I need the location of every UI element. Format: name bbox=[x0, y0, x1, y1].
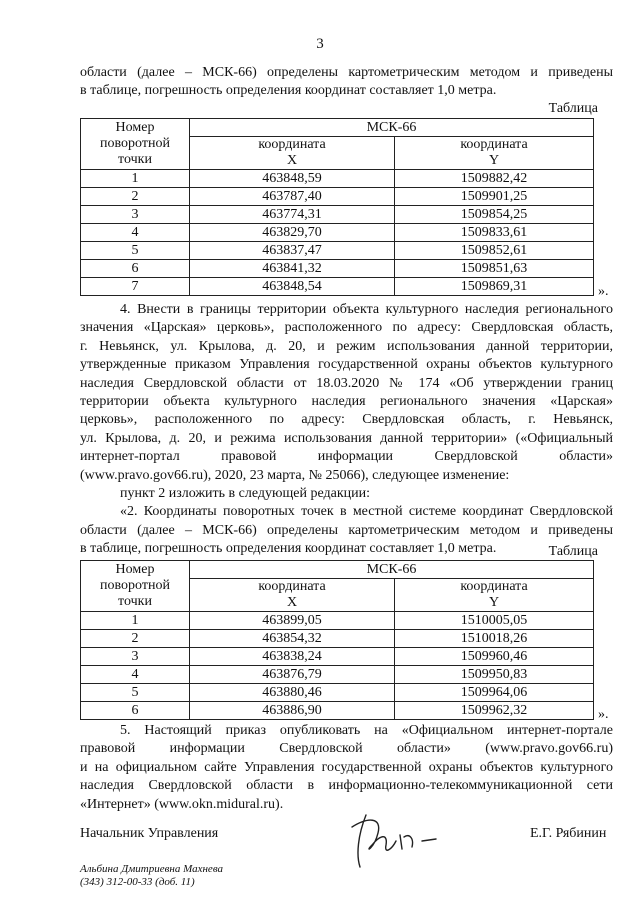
cell-number: 5 bbox=[81, 684, 190, 702]
table-row bbox=[81, 188, 594, 206]
text-line: значения «Царская» церковь», расположенного по адресу: Свердловская область, bbox=[80, 320, 613, 336]
text-line: территории объекта культурного наследия регионального значения «Царская» bbox=[80, 394, 613, 410]
cell-x: 463841,32 bbox=[190, 260, 395, 278]
text-line: наследия Свердловской области от 18.03.2020 № 174 «Об утверждении границ bbox=[80, 375, 613, 391]
cell-x: 463774,31 bbox=[190, 206, 395, 224]
cell-y: 1509960,46 bbox=[395, 648, 594, 666]
cell-y: 1509869,31 bbox=[395, 278, 594, 296]
header-text: поворотной bbox=[100, 578, 170, 593]
text-line: «Интернет» (www.okn.midural.ru). bbox=[80, 796, 284, 812]
column-header-number bbox=[81, 119, 190, 170]
table-row bbox=[81, 260, 594, 278]
text-line: церковь», расположенного по адресу: Свердловская область, г. Невьянск, bbox=[80, 412, 613, 428]
header-text: Номер bbox=[115, 562, 155, 577]
cell-y: 1509851,63 bbox=[395, 260, 594, 278]
column-group-header: МСК-66 bbox=[190, 119, 594, 137]
cell-x: 463829,70 bbox=[190, 224, 395, 242]
cell-x: 463899,05 bbox=[190, 612, 395, 630]
handwritten-signature bbox=[338, 805, 448, 875]
cell-number: 3 bbox=[81, 206, 190, 224]
item-4-paragraph bbox=[80, 301, 613, 559]
text-line: 5. Настоящий приказ опубликовать на «Официальном интернет-портале bbox=[120, 723, 613, 738]
text-line: пункт 2 изложить в следующей редакции: bbox=[120, 486, 370, 502]
text-line: «2. Координаты поворотных точек в местной системе координат Свердловской bbox=[120, 504, 613, 520]
text-line: области (далее – МСК-66) определены картометрическим методом и приведены bbox=[80, 522, 613, 538]
item-5-paragraph bbox=[80, 722, 613, 814]
text-line: правовой информации Свердловской области» (www.pravo.gov66.ru) bbox=[80, 741, 613, 757]
text-line: ул. Крылова, д. 20, и режима использования данной территории» («Официальный bbox=[80, 430, 613, 446]
cell-y: 1509901,25 bbox=[395, 188, 594, 206]
coordinates-table-1 bbox=[80, 118, 594, 296]
cell-x: 463886,90 bbox=[190, 702, 395, 720]
table-row bbox=[81, 224, 594, 242]
table-caption: Таблица bbox=[548, 101, 598, 116]
cell-y: 1509964,06 bbox=[395, 684, 594, 702]
signatory-role: Начальник Управления bbox=[80, 826, 219, 841]
column-header-y bbox=[395, 137, 594, 170]
table-closing-quote: ». bbox=[598, 284, 609, 299]
cell-number: 7 bbox=[81, 278, 190, 296]
cell-y: 1510018,26 bbox=[395, 630, 594, 648]
cell-x: 463854,32 bbox=[190, 630, 395, 648]
text-line: наследия Свердловской области в информационно-телекоммуникационной сети bbox=[80, 778, 613, 794]
header-text: поворотной bbox=[100, 136, 170, 151]
cell-x: 463880,46 bbox=[190, 684, 395, 702]
table-row bbox=[81, 278, 594, 296]
executor-name: Альбина Дмитриевна Махнева bbox=[80, 863, 224, 875]
coordinates-table-2 bbox=[80, 560, 594, 720]
executor-info bbox=[80, 863, 223, 889]
table-row bbox=[81, 648, 594, 666]
intro-paragraph bbox=[80, 64, 613, 101]
cell-x: 463848,59 bbox=[190, 170, 395, 188]
signatory-name: Е.Г. Рябинин bbox=[530, 826, 607, 841]
cell-y: 1509962,32 bbox=[395, 702, 594, 720]
cell-number: 1 bbox=[81, 612, 190, 630]
cell-x: 463787,40 bbox=[190, 188, 395, 206]
cell-number: 2 bbox=[81, 188, 190, 206]
table-row bbox=[81, 170, 594, 188]
table-row bbox=[81, 630, 594, 648]
header-text: координата bbox=[258, 137, 326, 152]
table-row bbox=[81, 666, 594, 684]
table-row bbox=[81, 684, 594, 702]
cell-x: 463876,79 bbox=[190, 666, 395, 684]
cell-x: 463838,24 bbox=[190, 648, 395, 666]
executor-phone: (343) 312-00-33 (доб. 11) bbox=[80, 876, 195, 888]
cell-number: 6 bbox=[81, 702, 190, 720]
column-group-header: МСК-66 bbox=[190, 561, 594, 579]
text-line: области (далее – МСК-66) определены картометрическим методом и приведены bbox=[80, 65, 613, 80]
table-caption: Таблица bbox=[548, 544, 598, 559]
cell-number: 6 bbox=[81, 260, 190, 278]
cell-number: 1 bbox=[81, 170, 190, 188]
cell-y: 1509950,83 bbox=[395, 666, 594, 684]
cell-x: 463848,54 bbox=[190, 278, 395, 296]
header-text: X bbox=[286, 595, 298, 610]
cell-number: 4 bbox=[81, 666, 190, 684]
text-line: и на официальном сайте Управления государственной охраны объектов культурного bbox=[80, 759, 613, 775]
table-row bbox=[81, 702, 594, 720]
header-text: точки bbox=[118, 152, 152, 167]
header-text: координата bbox=[460, 579, 528, 594]
header-text: координата bbox=[258, 579, 326, 594]
header-text: X bbox=[286, 153, 298, 168]
cell-number: 5 bbox=[81, 242, 190, 260]
cell-y: 1509852,61 bbox=[395, 242, 594, 260]
header-text: координата bbox=[460, 137, 528, 152]
cell-number: 3 bbox=[81, 648, 190, 666]
cell-number: 2 bbox=[81, 630, 190, 648]
table-row bbox=[81, 242, 594, 260]
page-number: 3 bbox=[316, 36, 324, 52]
column-header-x bbox=[190, 137, 395, 170]
header-text: Y bbox=[488, 595, 500, 610]
text-line: интернет-портал правовой информации Свердловской области» bbox=[80, 449, 613, 465]
cell-x: 463837,47 bbox=[190, 242, 395, 260]
column-header-x bbox=[190, 579, 395, 612]
table-closing-quote: ». bbox=[598, 707, 609, 722]
header-text: Y bbox=[488, 153, 500, 168]
table-row bbox=[81, 206, 594, 224]
text-line: г. Невьянск, ул. Крылова, д. 20, и режим использования данной территории, bbox=[80, 338, 613, 354]
cell-y: 1509854,25 bbox=[395, 206, 594, 224]
text-line: утвержденные приказом Управления государственной охраны объектов культурного bbox=[80, 357, 613, 373]
column-header-y bbox=[395, 579, 594, 612]
table-row bbox=[81, 612, 594, 630]
text-line: 4. Внести в границы территории объекта культурного наследия регионального bbox=[120, 302, 613, 317]
text-line: (www.pravo.gov66.ru), 2020, 23 марта, № 25066), следующее изменение: bbox=[80, 467, 510, 483]
cell-y: 1509833,61 bbox=[395, 224, 594, 242]
column-header-number bbox=[81, 561, 190, 612]
text-line: в таблице, погрешность определения координат составляет 1,0 метра. bbox=[80, 83, 497, 99]
header-text: точки bbox=[118, 594, 152, 609]
text-line: в таблице, погрешность определения координат составляет 1,0 метра. bbox=[80, 541, 497, 557]
cell-y: 1509882,42 bbox=[395, 170, 594, 188]
header-text: Номер bbox=[115, 120, 155, 135]
cell-number: 4 bbox=[81, 224, 190, 242]
cell-y: 1510005,05 bbox=[395, 612, 594, 630]
